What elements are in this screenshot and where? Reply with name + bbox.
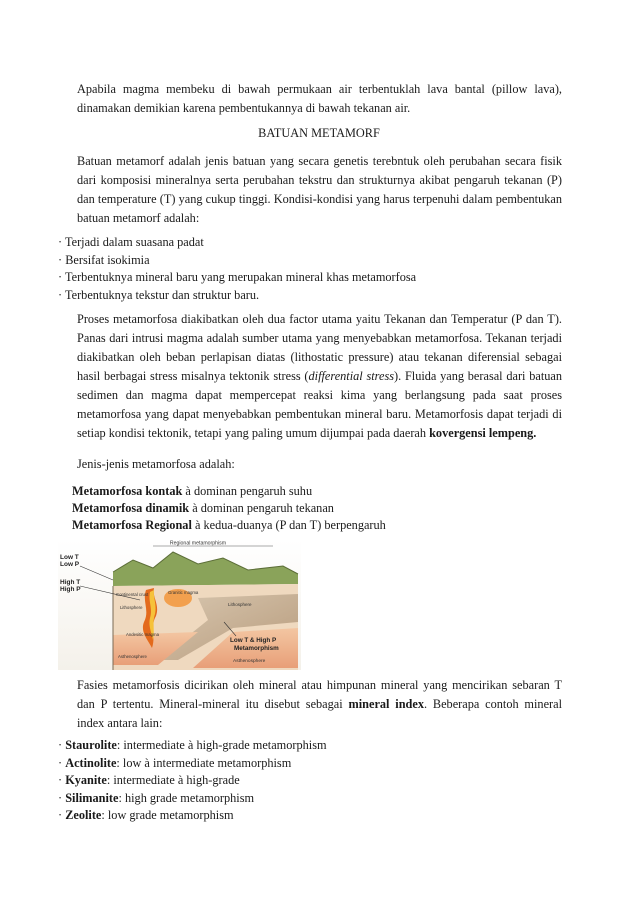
list-item: · Zeolite: low grade metamorphism: [58, 808, 234, 822]
list-item: Metamorfosa kontak à dominan pengaruh suhu: [72, 484, 313, 498]
bullet-mark: ·: [58, 808, 63, 822]
svg-text:High T: High T: [60, 579, 81, 586]
bullet-mark: ·: [58, 773, 63, 787]
facies-paragraph: Fasies metamorfosis dicirikan oleh mineral atau himpunan mineral yang mencirikan sebaran T dan P tertentu. Mineral-mineral itu disebut sebagai mineral index. Beberapa contoh mineral index antara lain:: [77, 678, 562, 730]
list-item: · Staurolite: intermediate à high-grade metamorphism: [58, 738, 327, 752]
svg-text:Metamorphism: Metamorphism: [234, 645, 279, 652]
italic-term: differential stress: [308, 369, 395, 383]
bold-term: kovergensi lempeng.: [429, 426, 537, 440]
intro-paragraph: Apabila magma membeku di bawah permukaan air terbentuklah lava bantal (pillow lava), dinamakan demikian karena pembentukannya di bawah tekanan air.: [77, 82, 562, 115]
svg-text:Low P: Low P: [60, 561, 80, 568]
section-title: BATUAN METAMORF: [258, 126, 380, 140]
bold-term: mineral index: [348, 697, 424, 711]
list-item: Metamorfosa Regional à kedua-duanya (P dan T) berpengaruh: [72, 518, 386, 532]
list-item: · Terbentuknya tekstur dan struktur baru.: [58, 287, 260, 302]
list-item: · Kyanite: intermediate à high-grade: [58, 773, 240, 787]
label-regional: Regional metamorphism: [169, 540, 227, 547]
definition-paragraph: Batuan metamorf adalah jenis batuan yang secara genetis terebntuk oleh perubahan secara fisik dari komposisi mineralnya serta perubahan tekstru dan strukturnya akibat pengaruh tekanan (P) dan temperature (T) yang cukup tinggi. Kondisi-kondisi yang harus terpenuhi dalam pembentukan batuan metamorf adalah:: [77, 154, 562, 225]
types-intro: Jenis-jenis metamorfosa adalah:: [77, 457, 235, 471]
svg-text:Asthenosphere: Asthenosphere: [118, 654, 147, 659]
bullet-mark: ·: [58, 235, 63, 249]
metamorphism-figure: [58, 540, 301, 670]
minerals-list: [58, 737, 327, 825]
bullet-mark: ·: [58, 738, 63, 752]
list-item: · Terbentuknya mineral baru yang merupakan mineral khas metamorfosa: [58, 270, 417, 284]
svg-text:Lithosphere: Lithosphere: [228, 602, 252, 607]
list-item: · Bersifat isokimia: [58, 252, 150, 267]
types-list: [72, 483, 386, 534]
svg-text:Lithosphere: Lithosphere: [120, 605, 143, 610]
bullet-mark: ·: [58, 270, 63, 284]
bullet-mark: ·: [58, 287, 63, 302]
svg-text:Andesitic magma: Andesitic magma: [126, 632, 159, 637]
process-paragraph: Proses metamorfosa diakibatkan oleh dua factor utama yaitu Tekanan dan Temperatur (P dan T). Panas dari intrusi magma adalah sumber utama yang menyebabkan metamorfosa. Tekanan terjadi diakibatkan oleh beban perlapisan diatas (lithostatic pressure) atau tekanan diferensial sebagai hasil berbagai stress misalnya tektonik stress (differential stress). Fluida yang berasal dari batuan sedimen dan magma dapat mempercepat reaksi kima yang berlangsung pada saat proses metamorfosa yang dapat menyebabkan pembentukan mineral baru. Metamorfosis dapat terjadi di setiap kondisi tektonik, tetapi yang paling umum dijumpai pada daerah kovergensi lempeng.: [77, 312, 563, 440]
bullet-mark: ·: [58, 252, 63, 267]
bullet-mark: ·: [58, 790, 63, 805]
list-item: Metamorfosa dinamik à dominan pengaruh tekanan: [72, 501, 334, 515]
svg-text:Low T & High P: Low T & High P: [230, 637, 277, 644]
list-item: · Silimanite: high grade metamorphism: [58, 790, 255, 805]
svg-text:High P: High P: [60, 586, 81, 593]
list-item: · Actinolite: low à intermediate metamorphism: [58, 755, 292, 770]
svg-text:Low T: Low T: [60, 554, 79, 561]
bullet-mark: ·: [58, 755, 63, 770]
conditions-list: [58, 234, 416, 304]
list-item: · Terjadi dalam suasana padat: [58, 235, 204, 249]
svg-text:Granitic magma: Granitic magma: [168, 590, 199, 595]
svg-text:Continental crust: Continental crust: [116, 592, 149, 597]
svg-text:Asthenosphere: Asthenosphere: [233, 659, 266, 664]
